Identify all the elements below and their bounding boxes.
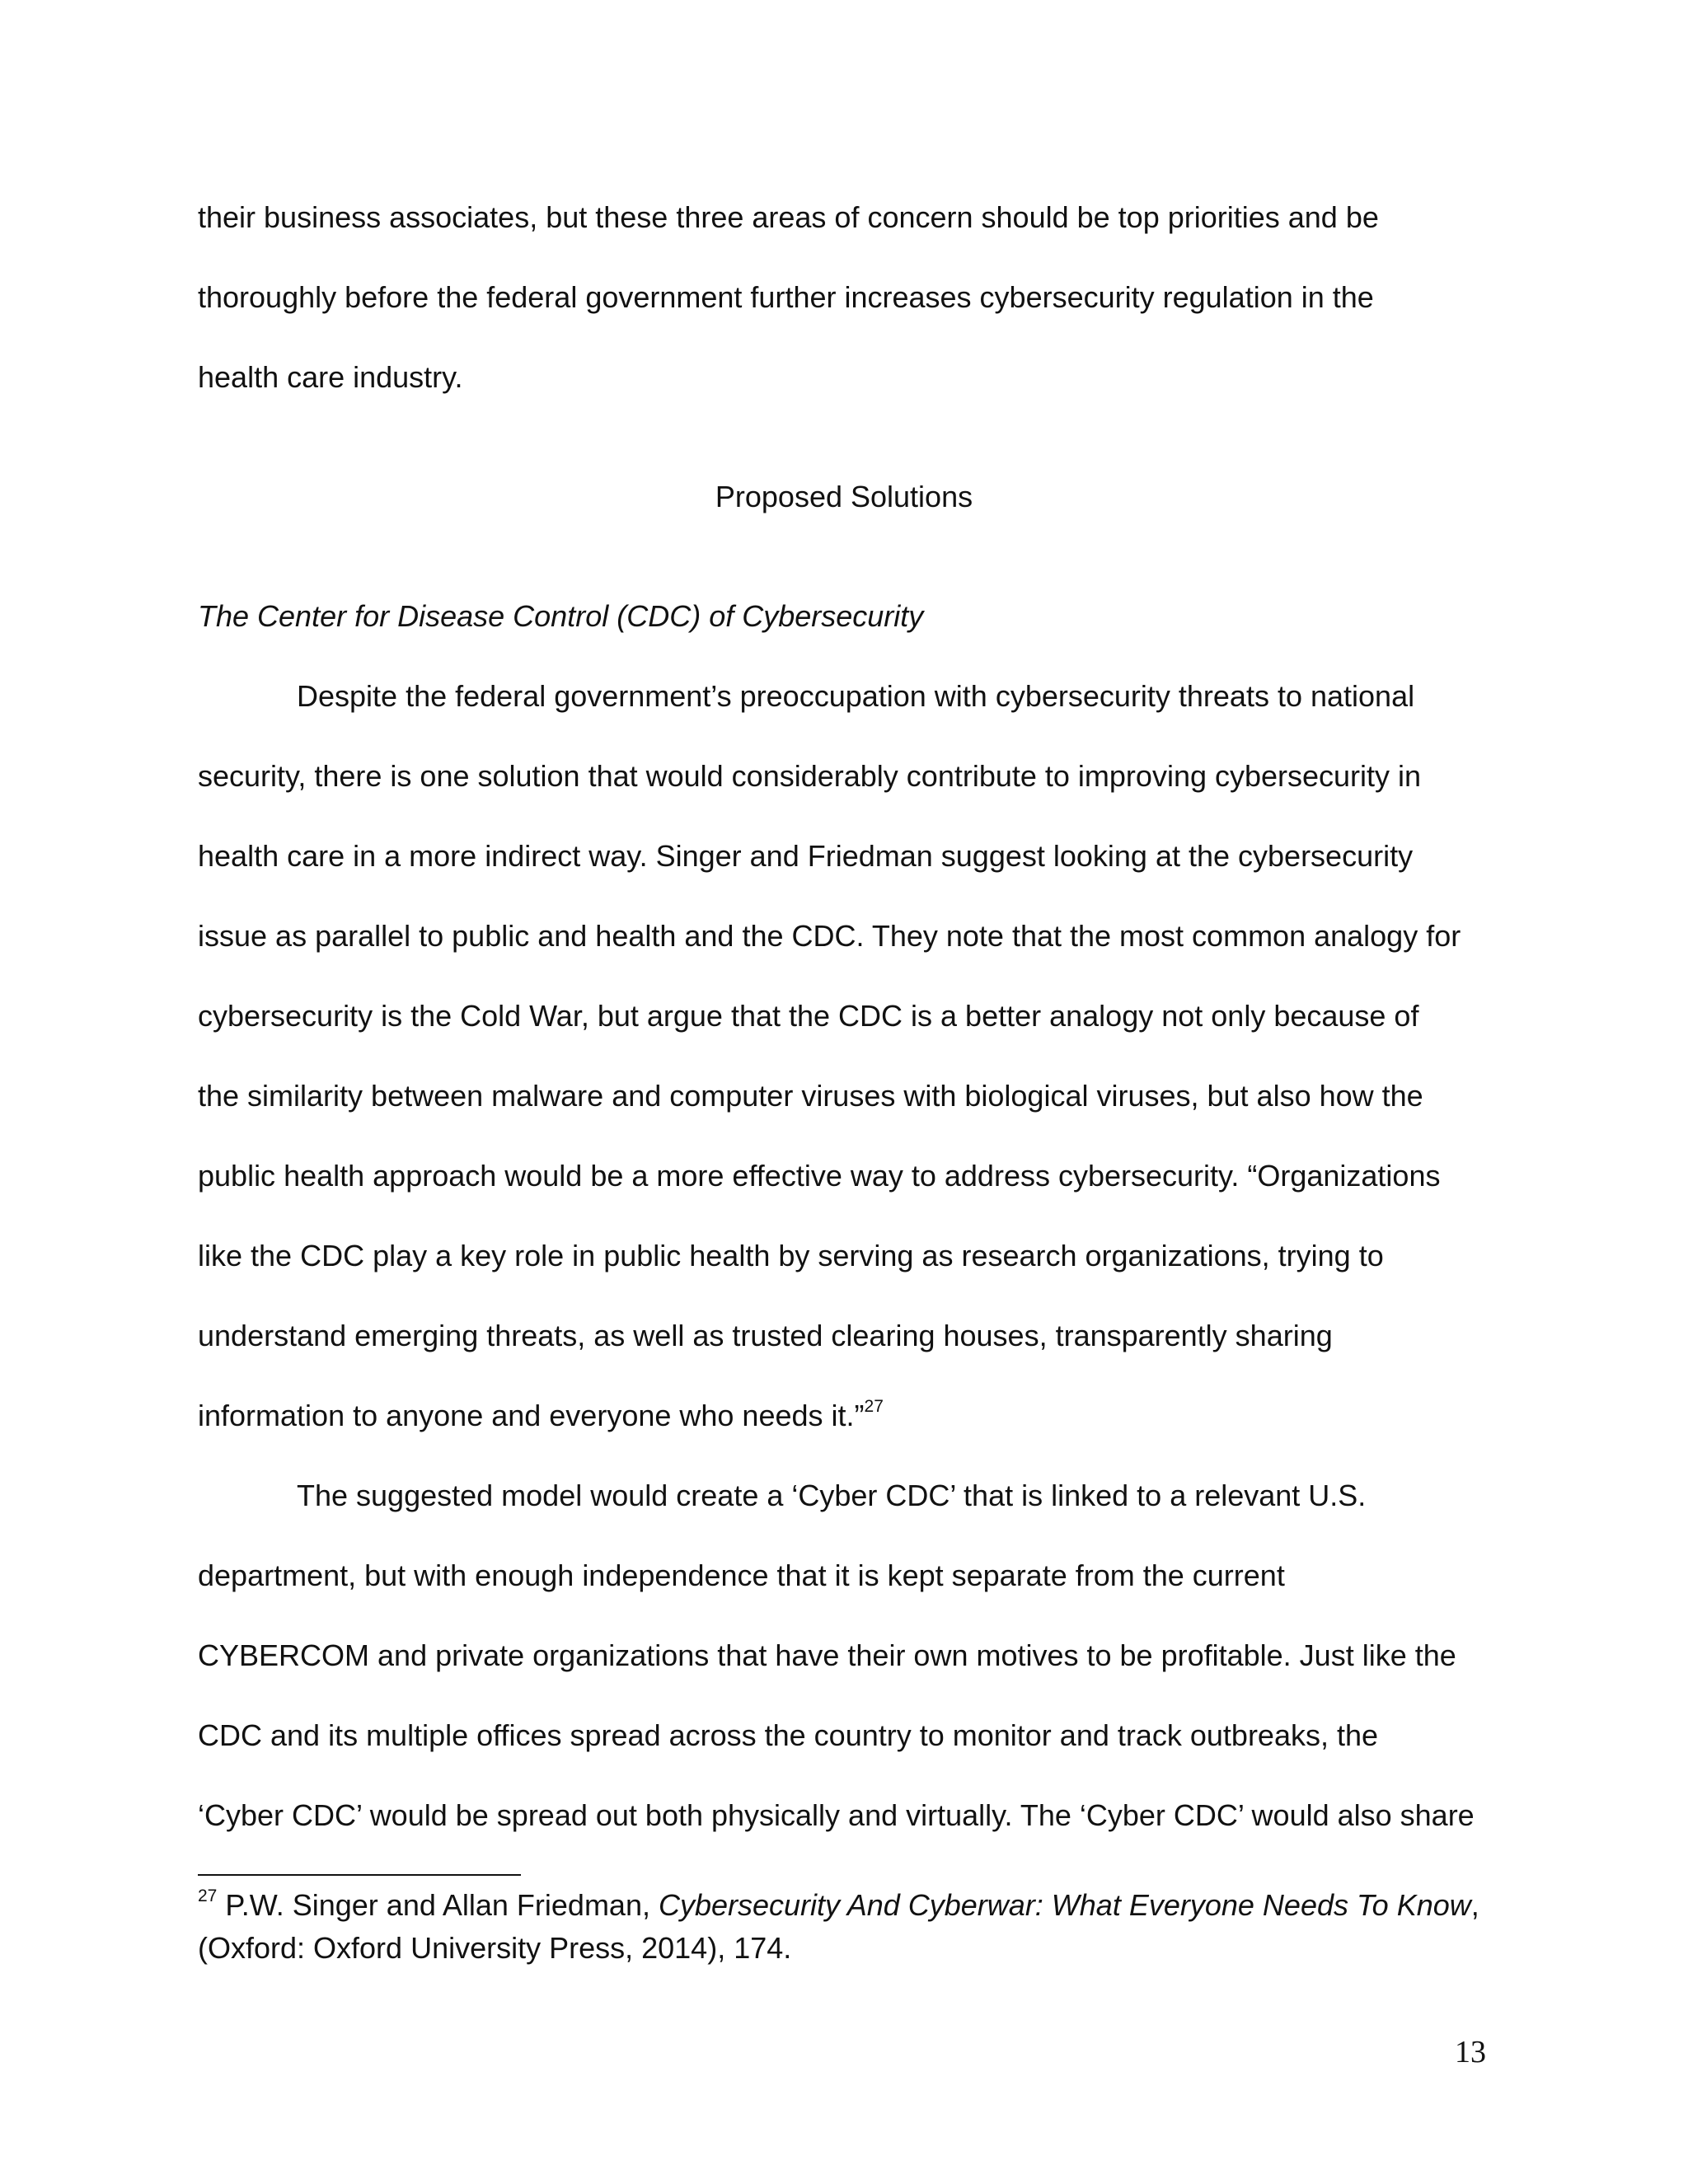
footnote-number: 27	[198, 1886, 218, 1905]
paragraph1-line-3: health care in a more indirect way. Singer and Friedman suggest looking at the cybersecurity	[198, 839, 1414, 873]
footnote-separator	[198, 1874, 521, 1876]
paragraph2-line-5: ‘Cyber CDC’ would be spread out both physically and virtually. The ‘Cyber CDC’ would also share	[198, 1798, 1475, 1832]
page-number: 13	[1455, 2035, 1486, 2069]
paragraph1-line-10	[198, 1398, 884, 1434]
paragraph2-line-2: department, but with enough independence that it is kept separate from the current	[198, 1558, 1285, 1592]
paragraph1-line-10-text: information to anyone and everyone who needs it.”	[198, 1399, 865, 1432]
paragraph2-line-3: CYBERCOM and private organizations that have their own motives to be profitable. Just like the	[198, 1638, 1456, 1672]
paragraph1-line-7: public health approach would be a more effective way to address cybersecurity. “Organizations	[198, 1159, 1441, 1193]
intro-line-1: their business associates, but these three areas of concern should be top priorities and be	[198, 200, 1379, 234]
footnote	[198, 1887, 1479, 1924]
section-heading: Proposed Solutions	[715, 480, 973, 513]
paragraph1-line-9: understand emerging threats, as well as trusted clearing houses, transparently sharing	[198, 1319, 1333, 1352]
intro-line-3: health care industry.	[198, 360, 463, 394]
paragraph1-line-6: the similarity between malware and computer viruses with biological viruses, but also how the	[198, 1079, 1423, 1113]
paragraph1-line-4: issue as parallel to public and health and the CDC. They note that the most common analogy for	[198, 919, 1461, 953]
footnote-line-2: (Oxford: Oxford University Press, 2014), 174.	[198, 1931, 792, 1965]
footnote-title: Cybersecurity And Cyberwar: What Everyone Needs To Know	[658, 1888, 1471, 1922]
paragraph2-line-1: The suggested model would create a ‘Cyber CDC’ that is linked to a relevant U.S.	[297, 1479, 1367, 1512]
paragraph1-line-1: Despite the federal government’s preoccupation with cybersecurity threats to national	[297, 679, 1415, 713]
paragraph1-line-5: cybersecurity is the Cold War, but argue that the CDC is a better analogy not only because of	[198, 999, 1419, 1033]
paragraph1-line-2: security, there is one solution that would considerably contribute to improving cybersecurity in	[198, 759, 1422, 793]
subsection-heading: The Center for Disease Control (CDC) of Cybersecurity	[198, 599, 924, 633]
intro-line-2: thoroughly before the federal government further increases cybersecurity regulation in the	[198, 280, 1374, 314]
paragraph1-line-8: like the CDC play a key role in public health by serving as research organizations, trying to	[198, 1239, 1384, 1272]
paragraph2-line-4: CDC and its multiple offices spread across the country to monitor and track outbreaks, the	[198, 1718, 1379, 1752]
footnote-prefix: P.W. Singer and Allan Friedman,	[217, 1888, 659, 1922]
footnote-suffix: ,	[1470, 1888, 1479, 1922]
footnote-reference[interactable]: 27	[864, 1397, 884, 1416]
